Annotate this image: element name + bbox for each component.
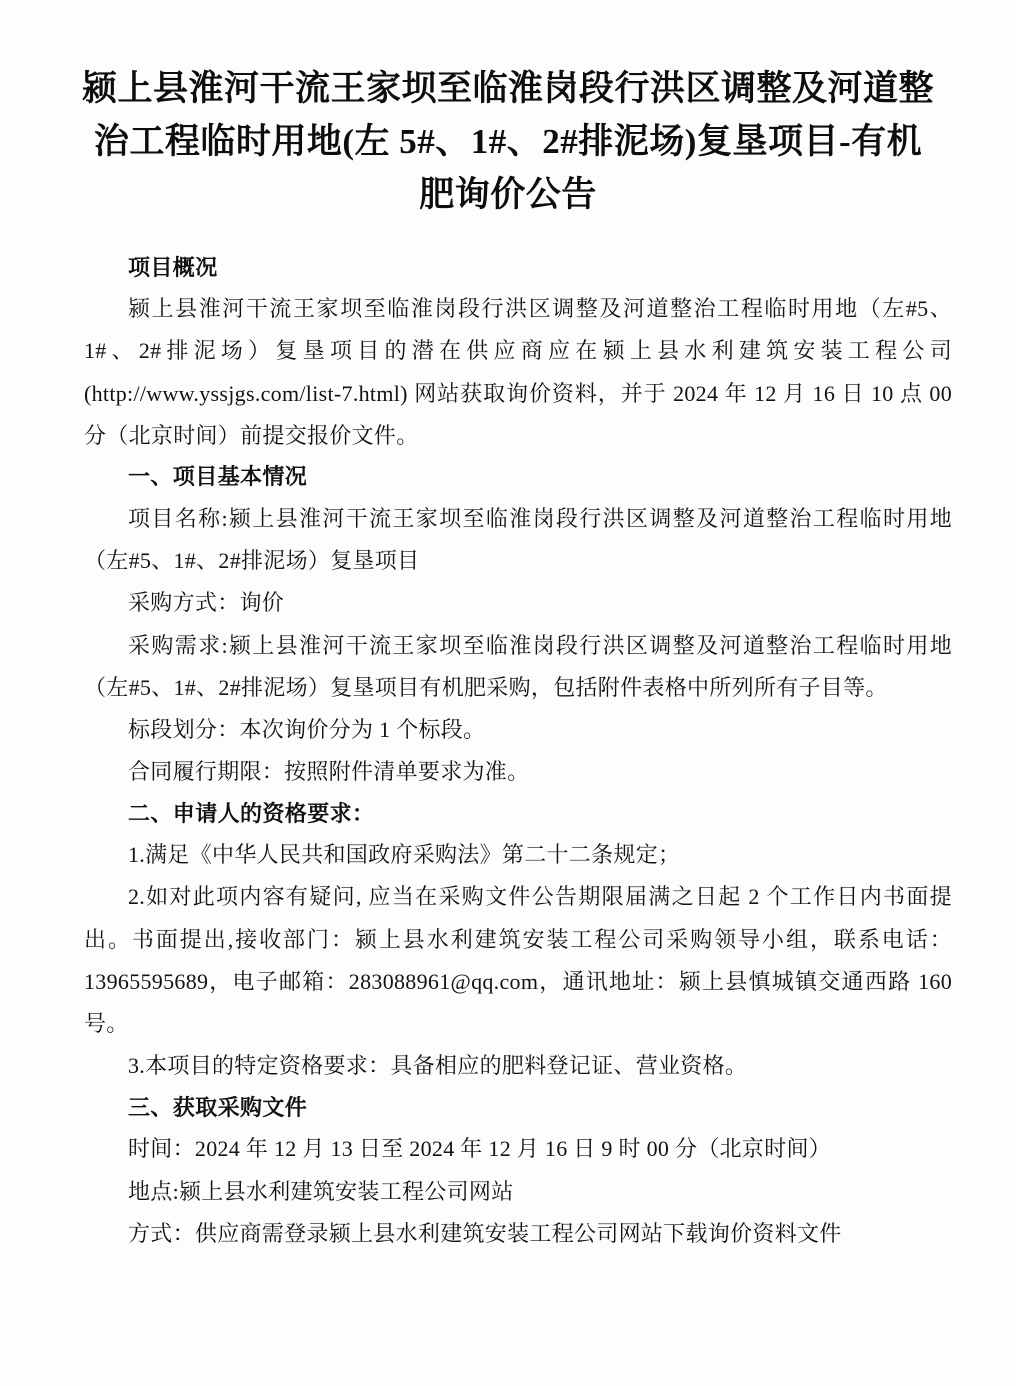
page-title: 颍上县淮河干流王家坝至临淮岗段行洪区调整及河道整治工程临时用地(左 5#、1#、2#排泥场)复垦项目-有机肥询价公告 (81, 69, 934, 215)
paragraph-purchase-demand: 采购需求:颍上县淮河干流王家坝至临淮岗段行洪区调整及河道整治工程临时用地（左#5、1#、2#排泥场）复垦项目有机肥采购，包括附件表格中所列所有子目等。 (84, 632, 952, 700)
paragraph-overview: 颍上县淮河干流王家坝至临淮岗段行洪区调整及河道整治工程临时用地（左#5、1#、2#排泥场）复垦项目的潜在供应商应在颍上县水利建筑安装工程公司(http://www.yssjgs.com/list-7.html) 网站获取询价资料，并于 2024 年 12 月 16 日 10 点 00 分（北京时间）前提交报价文件。 (84, 296, 952, 448)
paragraph-obtain-time: 时间：2024 年 12 月 13 日至 2024 年 12 月 16 日 9 时 00 分（北京时间） (128, 1136, 832, 1162)
section-heading-qualification: 二、申请人的资格要求： (128, 800, 375, 826)
paragraph-project-name: 项目名称:颍上县淮河干流王家坝至临淮岗段行洪区调整及河道整治工程临时用地（左#5、1#、2#排泥场）复垦项目 (84, 505, 952, 574)
paragraph-obtain-method: 方式：供应商需登录颍上县水利建筑安装工程公司网站下载询价资料文件 (128, 1220, 842, 1246)
paragraph-qualification-3: 3.本项目的特定资格要求：具备相应的肥料登记证、营业资格。 (128, 1053, 748, 1079)
section-heading-obtain-documents: 三、获取采购文件 (128, 1094, 308, 1120)
paragraph-qualification-1: 1.满足《中华人民共和国政府采购法》第二十二条规定； (128, 842, 681, 868)
paragraph-contract-period: 合同履行期限：按照附件清单要求为准。 (128, 759, 530, 785)
document-body (0, 222, 1016, 1255)
section-heading-overview: 项目概况 (128, 254, 218, 280)
paragraph-obtain-place: 地点:颍上县水利建筑安装工程公司网站 (128, 1178, 514, 1204)
paragraph-lot-division: 标段划分：本次询价分为 1 个标段。 (128, 717, 486, 743)
paragraph-qualification-2: 2.如对此项内容有疑问, 应当在采购文件公告期限届满之日起 2 个工作日内书面提出。书面提出,接收部门：颍上县水利建筑安装工程公司采购领导小组，联系电话：13965595689，电子邮箱：283088961@qq.com，通讯地址：颍上县慎城镇交通西路 160 号。 (84, 884, 952, 1037)
paragraph-purchase-method: 采购方式：询价 (128, 590, 285, 616)
section-heading-basic-info: 一、项目基本情况 (128, 464, 308, 490)
